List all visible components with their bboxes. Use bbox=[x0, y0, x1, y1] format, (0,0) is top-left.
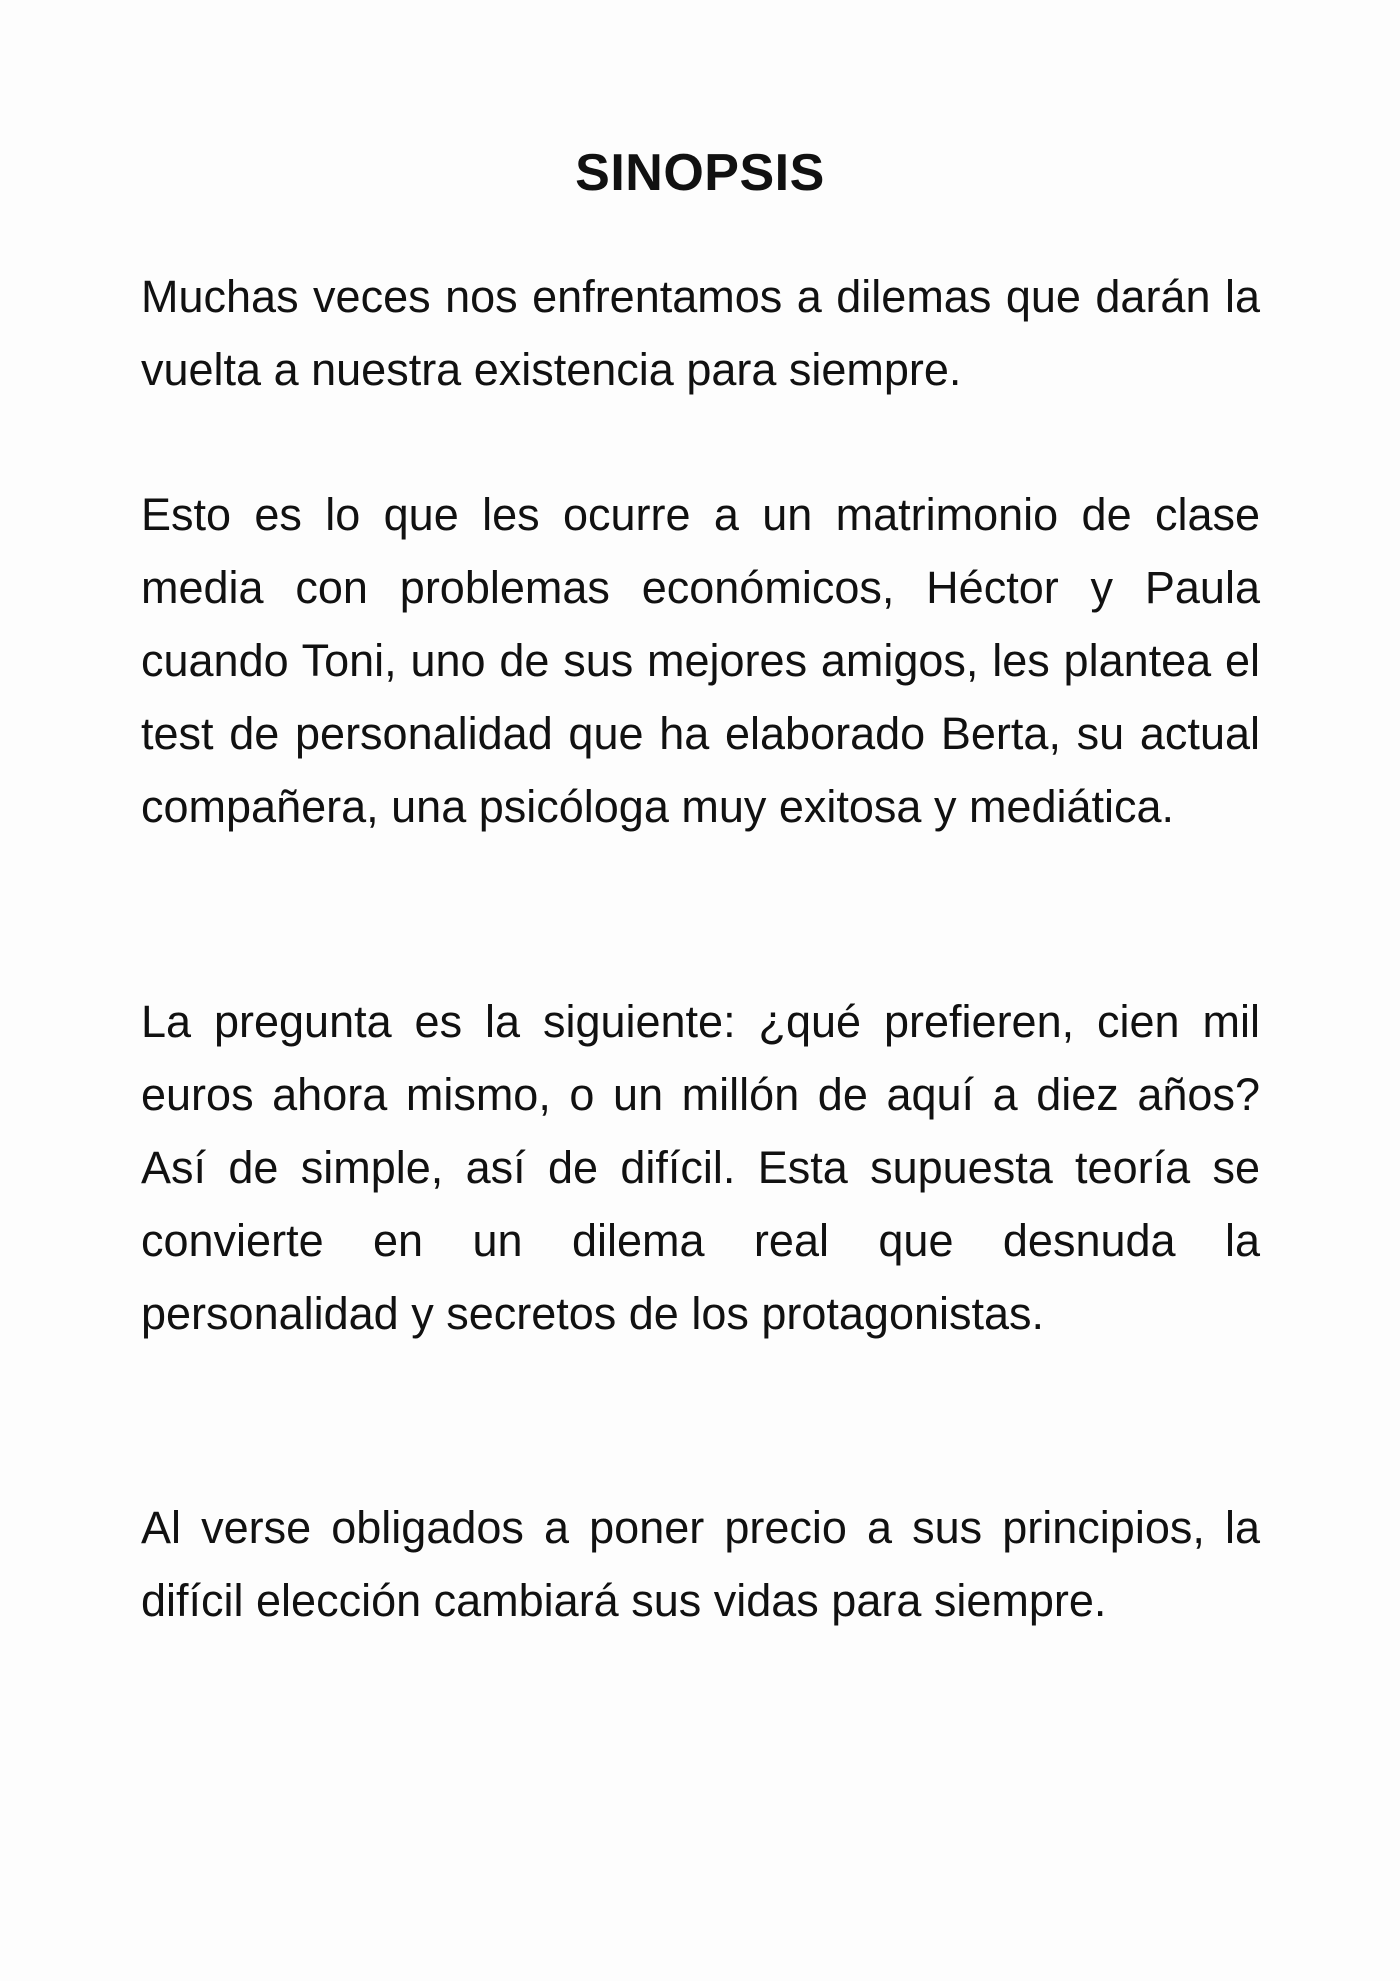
synopsis-paragraph-1: Muchas veces nos enfrentamos a dilemas que darán la vuelta a nuestra existencia para siempre. bbox=[141, 271, 1260, 395]
synopsis-paragraph-2: Esto es lo que les ocurre a un matrimonio de clase media con problemas económicos, Héctor y Paula cuando Toni, uno de sus mejores amigos, les plantea el test de personalidad que ha elaborado Berta, su actual compañera, una psicóloga muy exitosa y mediática. bbox=[141, 489, 1260, 832]
page-title: SINOPSIS bbox=[575, 144, 825, 202]
synopsis-paragraph-4: Al verse obligados a poner precio a sus principios, la difícil elección cambiará sus vidas para siempre. bbox=[141, 1502, 1260, 1626]
synopsis-paragraph-3: La pregunta es la siguiente: ¿qué prefieren, cien mil euros ahora mismo, o un millón de aquí a diez años? Así de simple, así de difícil. Esta supuesta teoría se convierte en un dilema real que desnuda la personalidad y secretos de los protagonistas. bbox=[141, 996, 1260, 1339]
